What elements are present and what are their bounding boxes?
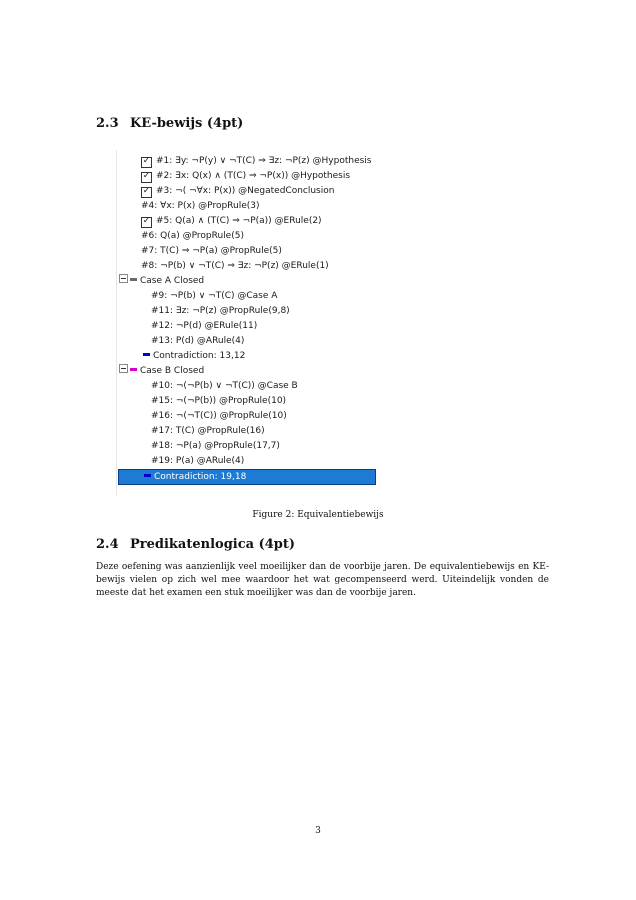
tree-node-10[interactable]	[151, 379, 298, 393]
tree-node-12[interactable]	[151, 319, 257, 333]
node-label: #11: ∃z: ¬P(z) @PropRule(9,8)	[151, 306, 290, 316]
node-label: #16: ¬(¬T(C)) @PropRule(10)	[151, 411, 287, 421]
node-label: #17: T(C) @PropRule(16)	[151, 426, 265, 436]
node-label: Case A Closed	[140, 276, 205, 286]
node-label: #5: Q(a) ∧ (T(C) ⇒ ¬P(a)) @ERule(2)	[156, 216, 322, 226]
tree-node-case-b[interactable]	[119, 364, 204, 378]
tree-node-19[interactable]	[151, 454, 244, 468]
tree-node-6[interactable]	[141, 229, 244, 243]
tree-node-1[interactable]	[141, 154, 372, 168]
node-label: #15: ¬(¬P(b)) @PropRule(10)	[151, 396, 287, 406]
node-label: #19: P(a) @ARule(4)	[151, 456, 245, 466]
checkbox-checked-icon[interactable]	[141, 172, 152, 183]
case-b-color-icon	[130, 368, 137, 371]
page-number: 3	[315, 826, 321, 836]
tree-node-16[interactable]	[151, 409, 287, 423]
node-label: #8: ¬P(b) ∨ ¬T(C) ⇒ ∃z: ¬P(z) @ERule(1)	[141, 261, 329, 271]
collapse-toggle-icon[interactable]	[119, 274, 128, 283]
node-label: #3: ¬( ¬∀x: P(x)) @NegatedConclusion	[156, 186, 335, 196]
checkbox-checked-icon[interactable]	[141, 217, 152, 228]
node-label: #13: P(d) @ARule(4)	[151, 336, 245, 346]
proof-tree-screenshot	[116, 150, 527, 496]
checkbox-checked-icon[interactable]	[141, 157, 152, 168]
body-paragraph: Deze oefening was aanzienlijk veel moeilijker dan de voorbije jaren. De equivalentiebewijs en KE-bewijs vielen op zich wel mee waardoor het wat gecompenseerd werd. Uiteindelijk vonden de meeste dat het examen een stuk moeilijker was dan de voorbije jaren.	[96, 562, 549, 598]
tree-node-9[interactable]	[151, 289, 277, 303]
tree-node-8[interactable]	[141, 259, 329, 273]
contradiction-icon	[144, 474, 151, 477]
tree-node-18[interactable]	[151, 439, 280, 453]
node-label: #18: ¬P(a) @PropRule(17,7)	[151, 441, 280, 451]
section-title: Predikatenlogica (4pt)	[130, 537, 296, 552]
tree-node-case-a[interactable]	[119, 274, 204, 288]
tree-node-contradiction-a[interactable]	[143, 349, 245, 363]
collapse-toggle-icon[interactable]	[119, 364, 128, 373]
tree-node-11[interactable]	[151, 304, 290, 318]
node-label: #7: T(C) ⇒ ¬P(a) @PropRule(5)	[141, 246, 282, 256]
section-heading-2-3	[96, 116, 243, 131]
checkbox-checked-icon[interactable]	[141, 187, 152, 198]
tree-node-13[interactable]	[151, 334, 244, 348]
tree-node-17[interactable]	[151, 424, 265, 438]
section-number: 2.4	[96, 537, 119, 552]
case-a-color-icon	[130, 278, 137, 281]
tree-node-5[interactable]	[141, 214, 322, 228]
section-heading-2-4	[96, 537, 295, 552]
node-label: #9: ¬P(b) ∨ ¬T(C) @Case A	[151, 291, 278, 301]
node-label: Case B Closed	[140, 366, 205, 376]
node-label: #12: ¬P(d) @ERule(11)	[151, 321, 258, 331]
node-label: Contradiction: 19,18	[154, 472, 247, 482]
contradiction-icon	[143, 353, 150, 356]
figure-caption: Figure 2: Equivalentiebewijs	[252, 510, 384, 520]
tree-node-15[interactable]	[151, 394, 286, 408]
section-number: 2.3	[96, 116, 119, 131]
tree-node-3[interactable]	[141, 184, 334, 198]
tree-node-4[interactable]	[141, 199, 260, 213]
node-label: #6: Q(a) @PropRule(5)	[141, 231, 244, 241]
tree-node-7[interactable]	[141, 244, 282, 258]
section-title: KE-bewijs (4pt)	[130, 116, 244, 131]
node-label: Contradiction: 13,12	[153, 351, 246, 361]
node-label: #10: ¬(¬P(b) ∨ ¬T(C)) @Case B	[151, 381, 298, 391]
node-label: #4: ∀x: P(x) @PropRule(3)	[141, 201, 260, 211]
tree-node-contradiction-b-selected[interactable]	[118, 469, 376, 485]
node-label: #1: ∃y: ¬P(y) ∨ ¬T(C) ⇒ ∃z: ¬P(z) @Hypothesis	[156, 156, 372, 166]
node-label: #2: ∃x: Q(x) ∧ (T(C) ⇒ ¬P(x)) @Hypothesis	[156, 171, 351, 181]
tree-node-2[interactable]	[141, 169, 350, 183]
